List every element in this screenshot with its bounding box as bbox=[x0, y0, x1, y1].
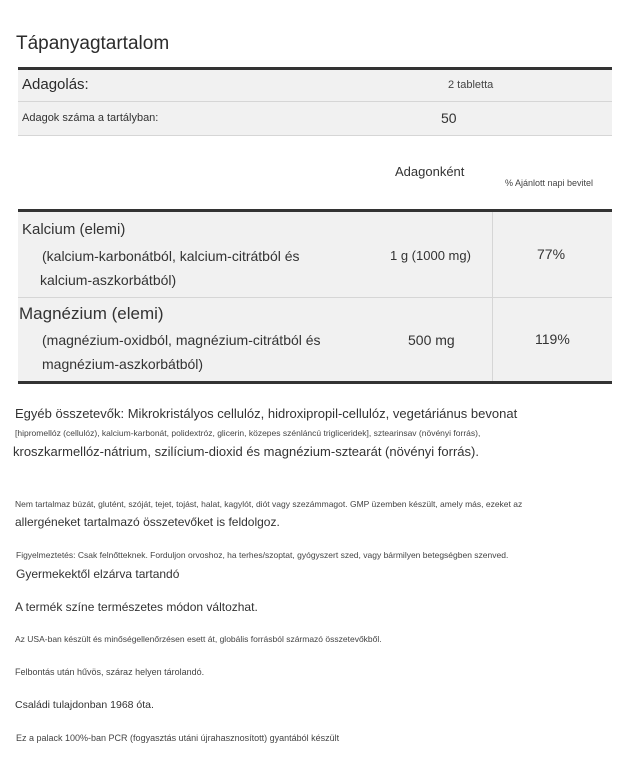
nutrient-daily-value: 119% bbox=[535, 331, 570, 347]
nutrient-row-calcium bbox=[18, 212, 612, 298]
servings-per-container-value: 50 bbox=[441, 110, 457, 126]
per-serving-header: Adagonként bbox=[395, 164, 465, 179]
color-note-text: A termék színe természetes módon változhat. bbox=[15, 600, 258, 614]
page-title: Tápanyagtartalom bbox=[16, 33, 170, 54]
nutrient-amount: 500 mg bbox=[408, 332, 455, 348]
storage-text: Felbontás után hűvös, száraz helyen tárolandó. bbox=[15, 667, 205, 677]
made-in-text: Az USA-ban készült és minőségellenőrzésen esett át, globális forrásból származó összetevőkből. bbox=[15, 634, 382, 644]
nutrient-amount: 1 g (1000 mg) bbox=[390, 248, 471, 263]
nutrient-daily-value: 77% bbox=[537, 246, 566, 262]
other-ingredients-line: Egyéb összetevők: Mikrokristályos cellulóz, hidroxipropil-cellulóz, vegetáriánus bevonat bbox=[15, 406, 518, 421]
daily-value-header: % Ajánlott napi bevitel bbox=[505, 178, 594, 188]
allergen-statement-line: allergéneket tartalmazó összetevőket is feldolgoz. bbox=[15, 515, 280, 529]
nutrient-source-line: kalcium-aszkorbátból) bbox=[40, 272, 177, 288]
nutrient-name: Magnézium (elemi) bbox=[19, 304, 164, 323]
serving-size-value: 2 tabletta bbox=[448, 79, 494, 91]
nutrient-source-line: (kalcium-karbonátból, kalcium-citrátból és bbox=[42, 248, 300, 264]
nutrient-table bbox=[18, 209, 612, 384]
serving-size-label: Adagolás: bbox=[22, 76, 89, 93]
family-owned-text: Családi tulajdonban 1968 óta. bbox=[15, 699, 154, 711]
bottle-material-text: Ez a palack 100%-ban PCR (fogyasztás utáni újrahasznosított) gyantából készült bbox=[16, 733, 340, 743]
warning-text: Figyelmeztetés: Csak felnőtteknek. Forduljon orvoshoz, ha terhes/szoptat, gyógyszert szed, vagy bármilyen betegségben szenved. bbox=[16, 550, 509, 560]
keep-away-text: Gyermekektől elzárva tartandó bbox=[16, 567, 180, 581]
allergen-statement-line: Nem tartalmaz búzát, glutént, szóját, tejet, tojást, halat, kagylót, diót vagy szezámmagot. GMP üzemben készült, amely más, ezeket az bbox=[15, 499, 523, 509]
servings-per-container-label: Adagok száma a tartályban: bbox=[22, 112, 159, 124]
other-ingredients-line: [hipromellóz (cellulóz), kalcium-karbonát, polidextróz, glicerin, közepes szénláncú trigliceridek], sztearinsav (növényi forrás), bbox=[15, 428, 481, 438]
nutrient-source-line: magnézium-aszkorbátból) bbox=[42, 356, 204, 372]
serving-info-table bbox=[18, 67, 612, 136]
servings-per-container-row bbox=[18, 102, 612, 136]
nutrient-name: Kalcium (elemi) bbox=[22, 221, 126, 238]
serving-size-row bbox=[18, 70, 612, 102]
nutrient-source-line: (magnézium-oxidból, magnézium-citrátból és bbox=[42, 332, 321, 348]
other-ingredients-line: kroszkarmellóz-nátrium, szilícium-dioxid és magnézium-sztearát (növényi forrás). bbox=[13, 444, 479, 459]
nutrient-row-magnesium bbox=[18, 298, 612, 381]
